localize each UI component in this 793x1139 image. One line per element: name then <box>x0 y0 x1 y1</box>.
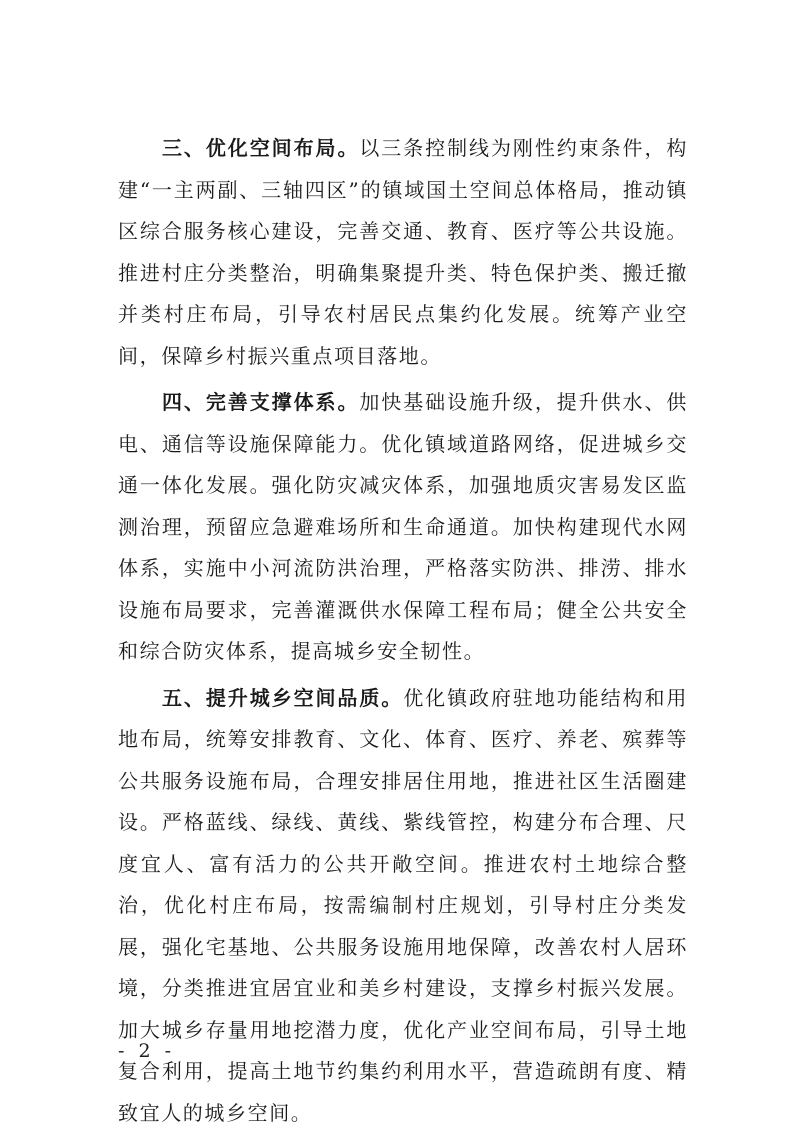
page-number: - 2 - <box>118 1040 176 1062</box>
document-body <box>118 128 688 1139</box>
paragraph-heading: 三、优化空间布局。 <box>162 136 360 160</box>
paragraph-heading: 四、完善支撑体系。 <box>162 390 360 414</box>
paragraph-text: 加快基础设施升级，提升供水、供电、通信等设施保障能力。优化镇域道路网络，促进城乡交通一体化发展。强化防灾减灾体系，加强地质灾害易发区监测治理，预留应急避难场所和生命通道。加快构建现代水网体系，实施中小河流防洪治理，严格落实防洪、排涝、排水设施布局要求，完善灌溉供水保障工程布局；健全公共安全和综合防灾体系，提高城乡安全韧性。 <box>118 390 688 663</box>
paragraph-optimize-spatial-layout <box>118 128 688 377</box>
paragraph-heading: 五、提升城乡空间品质。 <box>162 685 404 710</box>
paragraph-text: 以三条控制线为刚性约束条件，构建“一主两副、三轴四区”的镇域国土空间总体格局，推动镇区综合服务核心建设，完善交通、教育、医疗等公共设施。推进村庄分类整治，明确集聚提升类、特色保护类、搬迁撤并类村庄布局，引导农村居民点集约化发展。统筹产业空间，保障乡村振兴重点项目落地。 <box>118 136 688 368</box>
paragraph-text: 优化镇政府驻地功能结构和用地布局，统筹安排教育、文化、体育、医疗、养老、殡葬等公共服务设施布局，合理安排居住用地，推进社区生活圈建设。严格蓝线、绿线、黄线、紫线管控，构建分布合理、尺度宜人、富有活力的公共开敞空间。推进农村土地综合整治，优化村庄布局，按需编制村庄规划，引导村庄分类发展，强化宅基地、公共服务设施用地保障，改善农村人居环境，分类推进宜居宜业和美乡村建设，支撑乡村振兴发展。加大城乡存量用地挖潜力度，优化产业空间布局，引导土地复合利用，提高土地节约集约利用水平，营造疏朗有度、精致宜人的城乡空间。 <box>118 685 688 1125</box>
paragraph-support-system <box>118 382 688 673</box>
paragraph-spatial-quality <box>118 678 688 1135</box>
